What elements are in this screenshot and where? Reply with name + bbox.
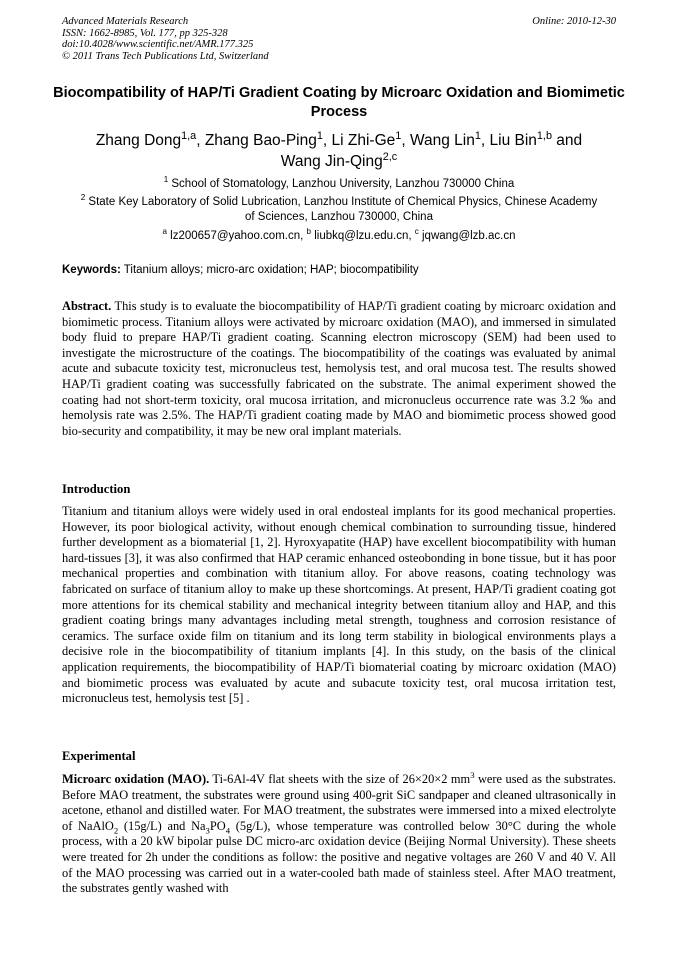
subscript: 4 xyxy=(225,825,231,836)
mao-subheading: Microarc oxidation (MAO). xyxy=(62,772,210,786)
experimental-text: (15g/L) and Na xyxy=(118,818,206,833)
issn-line: ISSN: 1662-8985, Vol. 177, pp 325-328 xyxy=(62,27,228,39)
author-name: Zhang Bao-Ping xyxy=(204,132,317,149)
introduction-text: Titanium and titanium alloys were widely used in oral endosteal implants for its good mechanical properties. However, its poor biological activity, without enough chemical combination to surrounding tissue, hindered further development as a biomaterial [1, 2]. Hyroxyapatite (HAP) have excellent biocompatibility with human hard-tissues [3], it was also confirmed that HAP ceramic enhanced osteobonding in bone tissue, but it has poor mechanical properties and combination with titanium alloy. For above reasons, coating technology was fabricated on surface of titanium alloy to make up these shortcomings. At present, HAP/Ti gradient coating got more attentions for its chemical stability and mechanical integrity between titanium alloy and HAP, and this gradient coating brings many advantages including metal strength, toughness and corrosion resistance of ceramics. The surface oxide film on titanium and its long term stability in biological environments plays a decisive role in the biocompatibility of titanium implants [4]. In this study, on the basis of the clinical application requirements, the biocompatibility of HAP/Ti biomaterial coating by microarc oxidation (MAO) and biomimetic process was evaluated by acute and subacute toxicity test, oral mucosa irritation test, micronucleus test, hemolysis test [5] . xyxy=(62,504,616,706)
affiliation-2 xyxy=(80,195,598,225)
author-affil-sup: 1 xyxy=(474,129,481,142)
affiliation-text: State Key Laboratory of Solid Lubrication, Lanzhou Institute of Chemical Physics, Chinese Academy of Sciences, Lanzhou 730000, China xyxy=(88,196,598,223)
author-name: Li Zhi-Ge xyxy=(331,132,396,149)
journal-header xyxy=(62,16,269,62)
email-line xyxy=(40,229,638,244)
author-name: Wang Jin-Qing xyxy=(280,153,383,170)
author-affil-sup: 1 xyxy=(316,129,323,142)
affiliation-text: School of Stomatology, Lanzhou University, Lanzhou 730000 China xyxy=(171,178,515,190)
subscript: 3 xyxy=(205,825,210,836)
abstract xyxy=(62,299,616,439)
keywords-label: Keywords: xyxy=(62,264,121,276)
paper-title: Biocompatibility of HAP/Ti Gradient Coating by Microarc Oxidation and Biomimetic Process xyxy=(53,85,625,120)
journal-name: Advanced Materials Research xyxy=(62,16,189,27)
email-sup: b xyxy=(306,227,312,237)
superscript: 3 xyxy=(470,769,475,780)
keywords-text: Titanium alloys; micro-arc oxidation; HAP; biocompatibility xyxy=(123,264,419,276)
author-conjunction: and xyxy=(556,132,583,149)
author-name: Wang Lin xyxy=(409,132,475,149)
author-name: Liu Bin xyxy=(489,132,537,149)
author-affil-sup: 1,b xyxy=(536,129,552,142)
affiliation-number: 1 xyxy=(163,175,169,185)
abstract-text: This study is to evaluate the biocompatibility of HAP/Ti gradient coating by microarc oxidation and biomimetic process. Titanium alloys were activated by microarc oxidation (MAO), and immersed in simulated body fluid to prepare HAP/Ti gradient coating. Scanning electron microscopy (SEM) had been used to investigate the microstructure of the coatings. The biocompatibility of the coatings was evaluated by animal acute and subacute toxicity test, micronucleus test, hemolysis test, and oral mucosa test. The results showed HAP/Ti gradient coating was successfully fabricated on the substrate. The animal experiment showed the coating had not short-term toxicity, oral mucosa irritation, and micronucleus occurrence rate was 3.2 ‰ and hemolysis rate was 2.5%. The HAP/Ti gradient coating made by MAO and biomimetic process showed good bio-security and compatibility, it may be new oral implant materials. xyxy=(62,299,617,438)
online-date: Online: 2010-12-30 xyxy=(532,16,616,27)
author-affil-sup: 2,c xyxy=(382,150,398,163)
experimental-heading: Experimental xyxy=(62,749,136,763)
email-sup: a xyxy=(162,227,167,237)
affiliation-number: 2 xyxy=(80,193,86,203)
email-address[interactable]: lz200657@yahoo.com.cn, xyxy=(170,230,304,242)
author-name: Zhang Dong xyxy=(95,132,182,149)
experimental-text: Ti-6Al-4V flat sheets with the size of 26×20×2 mm xyxy=(209,772,471,786)
author-list: Zhang Dong$^{1,a}$, Zhang Bao-Ping$^1$, Li Zhi-Ge$^1$, Wang Lin$^1$, Liu Bin$^{1,b}$ and Wang Jin-Qing$^{2,c}$ xyxy=(95,129,583,170)
introduction-heading: Introduction xyxy=(62,482,131,496)
author-affil-sup: 1,a xyxy=(181,129,197,142)
email-address[interactable]: jqwang@lzb.ac.cn xyxy=(422,230,516,242)
doi-line: doi:10.4028/www.scientific.net/AMR.177.325 xyxy=(62,39,254,50)
affiliation-1 xyxy=(40,177,638,192)
email-sup: c xyxy=(414,227,419,237)
copyright-line: © 2011 Trans Tech Publications Ltd, Switzerland xyxy=(62,50,269,62)
author-affil-sup: 1 xyxy=(395,129,402,142)
email-address[interactable]: liubkq@lzu.edu.cn, xyxy=(314,230,412,242)
experimental-text: were used as the substrates. Before MAO treatment, the substrates were ground using 400-grit SiC sandpaper and cleaned ultrasonically in acetone, ethanol and distilled water. For MAO treatment, the substrates were immersed into a mixed electrolyte of NaAlO xyxy=(62,772,616,833)
experimental-paragraph xyxy=(62,769,616,897)
keywords xyxy=(62,264,616,276)
abstract-label: Abstract. xyxy=(62,299,112,313)
experimental-text: (5g/L), whose temperature was controlled below 30°C during the whole process, with a 20 kW bipolar pulse DC micro-arc oxidation device (Beijing Normal University). These sheets were treated for 2h under the conditions as follow: the positive and negative voltages are 260 V and 40 V. All of the MAO processing was carried out in a water-cooled bath made of stainless steel. After MAO treatment, the substrates gently washed with xyxy=(62,818,616,896)
subscript: 2 xyxy=(113,825,119,836)
experimental-text: PO xyxy=(209,818,226,833)
